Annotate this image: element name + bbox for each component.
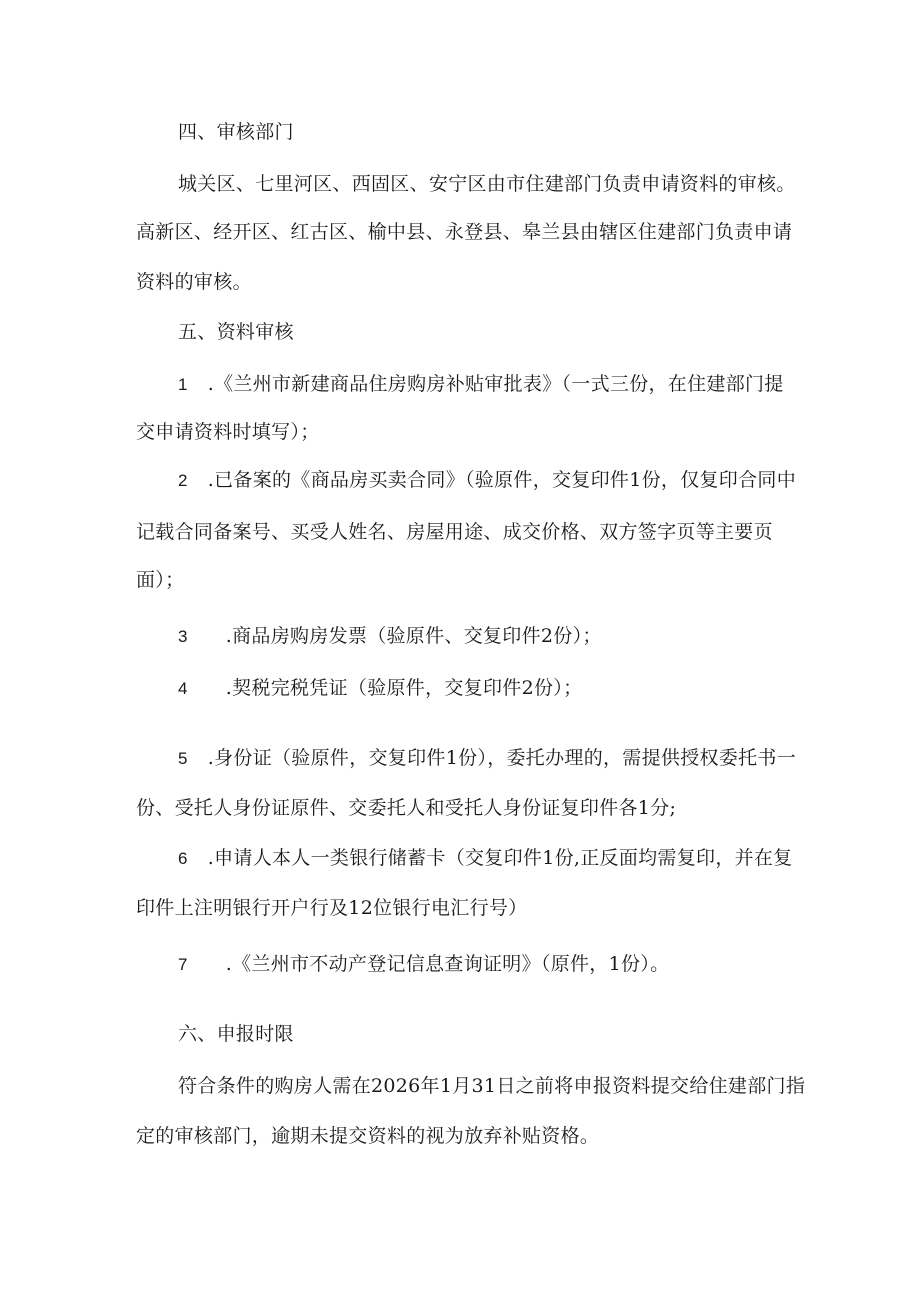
item-number: 4 (178, 679, 188, 698)
list-item-4 (178, 674, 878, 703)
item-text: .《兰州市新建商品住房购房补贴审批表》（一式三份，在住建部门提 (207, 373, 784, 395)
list-item-7 (178, 950, 878, 979)
item-number: 5 (178, 749, 188, 768)
item-number: 6 (178, 849, 188, 868)
paragraph-line: 城关区、七里河区、西固区、安宁区由市住建部门负责申请资料的审核。 (178, 173, 796, 195)
section-heading-6: 六、申报时限 (178, 1023, 294, 1045)
item-text: .《兰州市不动产登记信息查询证明》（原件，1份）。 (225, 953, 670, 975)
item-number: 1 (178, 375, 188, 394)
paragraph-line: 高新区、经开区、红古区、榆中县、永登县、皋兰县由辖区住建部门负责申请 (136, 221, 793, 243)
item-text: .申请人本人一类银行储蓄卡（交复印件1份,正反面均需复印，并在复 (207, 847, 793, 869)
section-heading-5: 五、资料审核 (178, 321, 294, 343)
item-text: 印件上注明银行开户行及12位银行电汇行号） (136, 897, 528, 919)
item-text: 交申请资料时填写）； (136, 421, 320, 443)
item-number: 2 (178, 471, 188, 490)
item-number: 3 (178, 627, 188, 646)
paragraph-line: 定的审核部门，逾期未提交资料的视为放弃补贴资格。 (136, 1125, 600, 1147)
item-number: 7 (178, 955, 188, 974)
paragraph-line: 资料的审核。 (136, 271, 252, 293)
list-item-2 (178, 466, 878, 495)
item-text: .商品房购房发票（验原件、交复印件2份）； (225, 625, 602, 647)
item-text: .已备案的《商品房买卖合同》（验原件，交复印件1份，仅复印合同中 (207, 469, 796, 491)
item-text: .契税完税凭证（验原件，交复印件2份）； (225, 677, 583, 699)
paragraph-line: 符合条件的购房人需在2026年1月31日之前将申报资料提交给住建部门指 (178, 1075, 806, 1097)
list-item-1 (178, 370, 878, 399)
item-text: 份、受托人身份证原件、交委托人和受托人身份证复印件各1分; (136, 797, 677, 819)
item-text: 面）； (136, 569, 185, 591)
item-text: .身份证（验原件，交复印件1份），委托办理的，需提供授权委托书一 (207, 747, 796, 769)
list-item-5 (178, 744, 878, 773)
section-heading-4: 四、审核部门 (178, 121, 294, 143)
list-item-6 (178, 844, 878, 873)
list-item-3 (178, 622, 878, 651)
item-text: 记载合同备案号、买受人姓名、房屋用途、成交价格、双方签字页等主要页 (136, 521, 773, 543)
